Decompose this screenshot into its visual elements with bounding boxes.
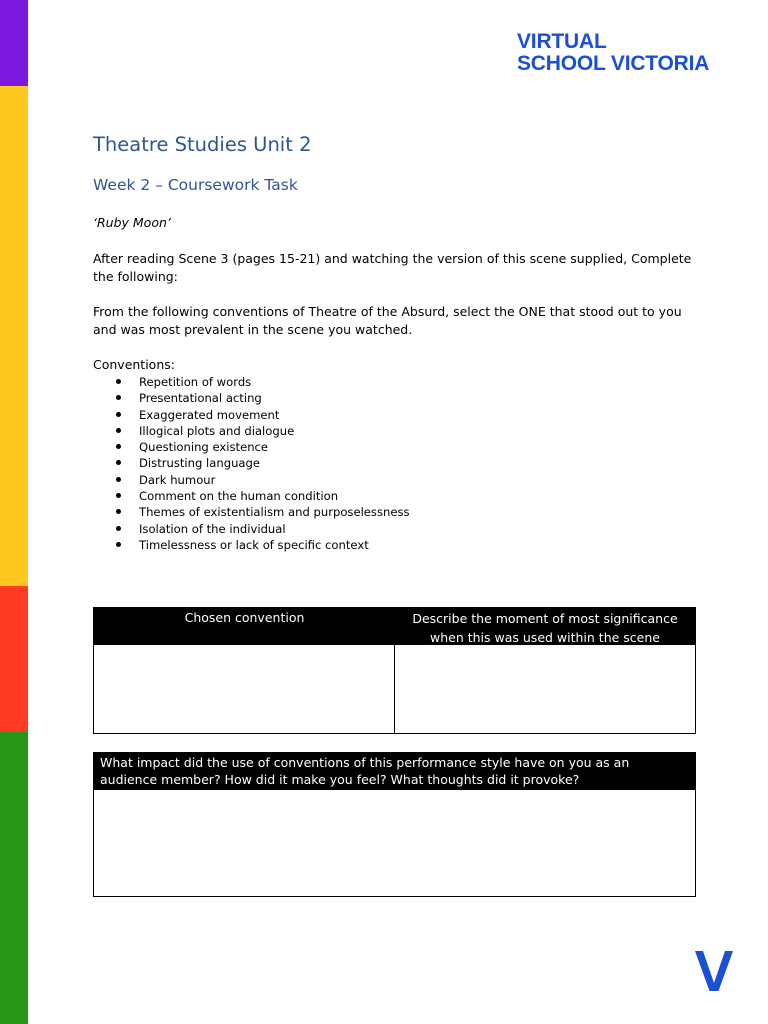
- bullet-icon: [116, 493, 121, 498]
- convention-item: [93, 537, 410, 553]
- instruction-paragraph-1: After reading Scene 3 (pages 15-21) and watching the version of this scene supplied, Complete the following:: [93, 251, 692, 284]
- convention-item-label: Distrusting language: [139, 456, 261, 471]
- bullet-icon: [116, 526, 121, 531]
- impact-question-header: [94, 753, 695, 790]
- school-logo: [517, 31, 709, 75]
- convention-item: [93, 423, 410, 439]
- convention-item: [93, 455, 410, 471]
- convention-item: [93, 374, 410, 390]
- impact-table: [93, 752, 696, 897]
- play-title: ‘Ruby Moon’: [93, 215, 171, 230]
- bullet-icon: [116, 477, 121, 482]
- logo-line-2: SCHOOL VICTORIA: [517, 52, 710, 75]
- convention-item: [93, 407, 410, 423]
- convention-item-label: Presentational acting: [139, 391, 262, 406]
- convention-item: [93, 472, 410, 488]
- color-stripe-red: [0, 586, 28, 732]
- logo-line-1: VIRTUAL: [517, 30, 607, 53]
- bullet-icon: [116, 460, 121, 465]
- impact-answer-cell[interactable]: [94, 790, 695, 896]
- bullet-icon: [116, 395, 121, 400]
- convention-item-label: Timelessness or lack of specific context: [139, 537, 369, 552]
- impact-question-line-1: What impact did the use of conventions of this performance style have on you as an: [100, 755, 630, 770]
- convention-item-label: Comment on the human condition: [139, 489, 339, 504]
- color-stripe-green: [0, 732, 28, 1024]
- convention-item-label: Illogical plots and dialogue: [139, 423, 295, 438]
- convention-item-label: Isolation of the individual: [139, 521, 286, 536]
- convention-item-label: Dark humour: [139, 472, 216, 487]
- color-stripe-purple: [0, 0, 28, 86]
- chosen-convention-header: [94, 608, 395, 645]
- convention-table: [93, 607, 696, 734]
- instruction-paragraph-2: From the following conventions of Theatre of the Absurd, select the ONE that stood out to you and was most prevalent in the scene you watched.: [93, 304, 682, 337]
- bullet-icon: [116, 412, 121, 417]
- conventions-label: Conventions:: [93, 357, 175, 372]
- convention-item-label: Exaggerated movement: [139, 407, 280, 422]
- convention-item-label: Questioning existence: [139, 440, 269, 455]
- significant-moment-header: [395, 608, 695, 645]
- convention-item: [93, 439, 410, 455]
- page-subtitle: Week 2 – Coursework Task: [93, 176, 298, 194]
- bullet-icon: [116, 379, 121, 384]
- convention-item: [93, 488, 410, 504]
- convention-table-header: [94, 608, 695, 645]
- convention-item-label: Repetition of words: [139, 375, 252, 389]
- convention-item: [93, 504, 410, 520]
- significant-moment-answer-cell[interactable]: [395, 645, 695, 733]
- chosen-convention-answer-cell[interactable]: [94, 645, 395, 733]
- convention-item: [93, 390, 410, 406]
- bullet-icon: [116, 428, 121, 433]
- bullet-icon: [116, 444, 121, 449]
- bullet-icon: [116, 509, 121, 514]
- conventions-list: [93, 374, 410, 553]
- significant-moment-label-line-2: when this was used within the scene: [430, 630, 660, 645]
- convention-item-label: Themes of existentialism and purposelessness: [139, 505, 410, 520]
- page-title: Theatre Studies Unit 2: [93, 133, 312, 156]
- v-logo-icon: [694, 950, 734, 992]
- chosen-convention-label: Chosen convention: [184, 610, 305, 625]
- significant-moment-label-line-1: Describe the moment of most significance: [412, 611, 678, 626]
- impact-question-line-2: audience member? How did it make you feel? What thoughts did it provoke?: [100, 772, 580, 787]
- bullet-icon: [116, 542, 121, 547]
- convention-item: [93, 521, 410, 537]
- color-stripe-yellow: [0, 86, 28, 586]
